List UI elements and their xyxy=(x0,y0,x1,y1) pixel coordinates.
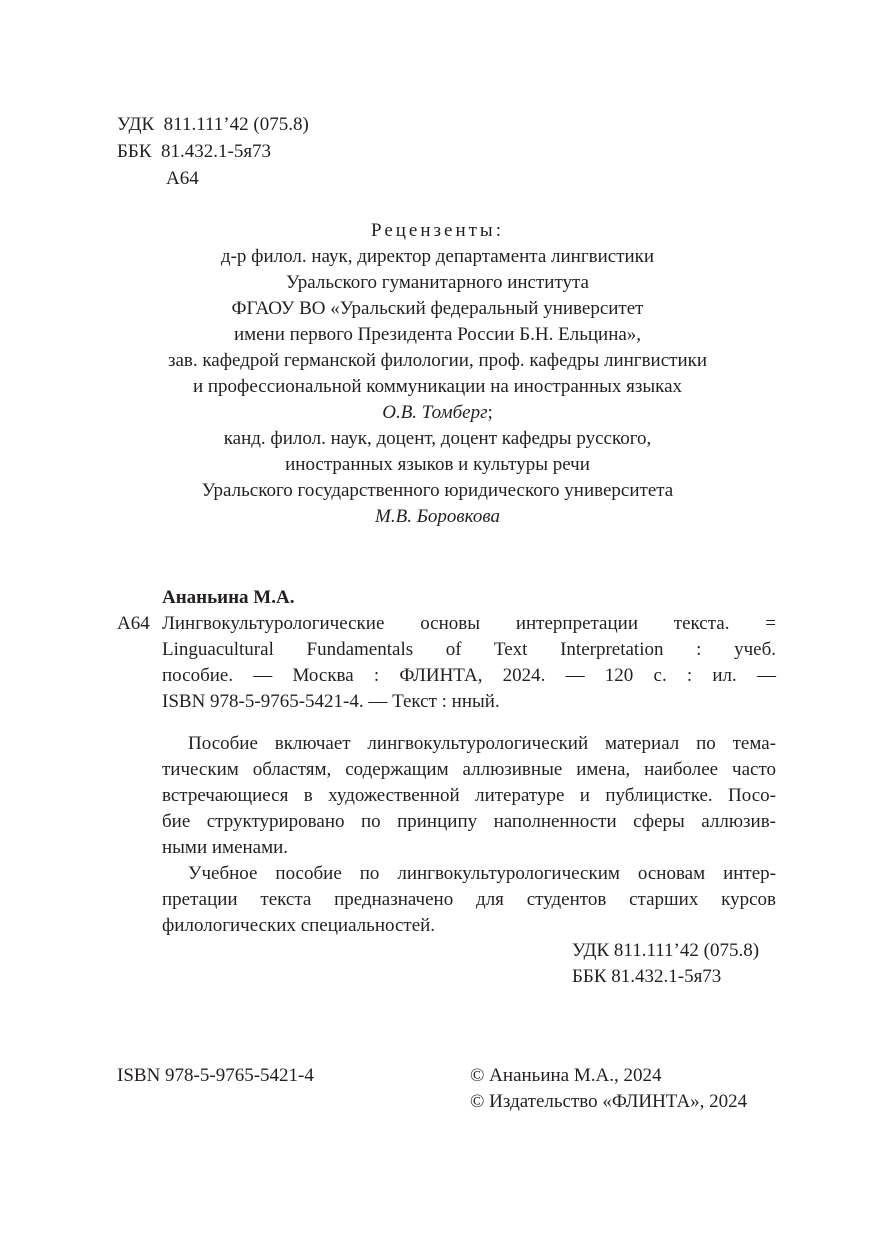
reviewer1-name-line xyxy=(0,400,875,426)
bibliography-line: ISBN 978-5-9765-5421-4. — Текст : нный. xyxy=(162,691,500,712)
reviewer1-name-suffix: ; xyxy=(487,402,493,423)
reviewer2-line: Уральского государственного юридического университета xyxy=(201,480,674,501)
bibliography-record xyxy=(162,611,776,715)
reviewer1-line: Уральского гуманитарного института xyxy=(286,272,589,293)
abstract-line: претации текста предназначено для студентов старших курсов xyxy=(162,889,776,910)
abstract-line: Пособие включает лингвокультурологический материал по тема- xyxy=(188,733,776,754)
reviewer1-line: ФГАОУ ВО «Уральский федеральный университет xyxy=(231,298,644,319)
abstract-line: встречающиеся в художественной литературе и публицистке. Посо- xyxy=(162,785,776,806)
copyright-author: © Ананьина М.А., 2024 xyxy=(470,1065,662,1086)
author-mark: А64 xyxy=(166,168,199,189)
udk-code: УДК 811.111’42 (075.8) xyxy=(117,114,309,135)
reviewer1-line: и профессиональной коммуникации на иностранных языках xyxy=(192,376,683,397)
reviewer1-line: зав. кафедрой германской филологии, проф. кафедры лингвистики xyxy=(167,350,708,371)
bibliography-line: Лингвокультурологические основы интерпретации текста. = xyxy=(162,613,776,634)
bibliography-line: Linguacultural Fundamentals of Text Interpretation : учеб. xyxy=(162,639,776,660)
bbk-code: ББК 81.432.1-5я73 xyxy=(117,141,272,162)
copyright-publisher: © Издательство «ФЛИНТА», 2024 xyxy=(470,1091,748,1112)
abstract-line: филологических специальностей. xyxy=(162,915,436,936)
reviewer1-name: О.В. Томберг xyxy=(382,402,488,423)
abstract-line: Учебное пособие по лингвокультурологическим основам интер- xyxy=(188,863,776,884)
bbk-code-bottom: ББК 81.432.1-5я73 xyxy=(572,966,722,987)
reviewer1-line: имени первого Президента России Б.Н. Ельцина», xyxy=(233,324,642,345)
isbn: ISBN 978-5-9765-5421-4 xyxy=(117,1065,314,1086)
reviewer1-line: д-р филол. наук, директор департамента лингвистики xyxy=(220,246,655,267)
abstract-line: тическим областям, содержащим аллюзивные имена, наиболее часто xyxy=(162,759,776,780)
book-author: Ананьина М.А. xyxy=(162,587,295,608)
abstract-line: бие структурировано по принципу наполненности сферы аллюзив- xyxy=(162,811,776,832)
udk-code-bottom: УДК 811.111’42 (075.8) xyxy=(572,940,760,961)
reviewer2-line: канд. филол. наук, доцент, доцент кафедры русского, xyxy=(223,428,652,449)
bibliography-line: пособие. — Москва : ФЛИНТА, 2024. — 120 с. : ил. — xyxy=(162,665,776,686)
reviewer2-name: М.В. Боровкова xyxy=(375,506,500,527)
abstract xyxy=(162,731,776,939)
reviewer2-line: иностранных языков и культуры речи xyxy=(285,454,590,475)
abstract-line: ными именами. xyxy=(162,837,289,858)
bibliography-mark: А64 xyxy=(117,613,150,634)
reviewers-heading: Рецензенты: xyxy=(371,220,504,241)
